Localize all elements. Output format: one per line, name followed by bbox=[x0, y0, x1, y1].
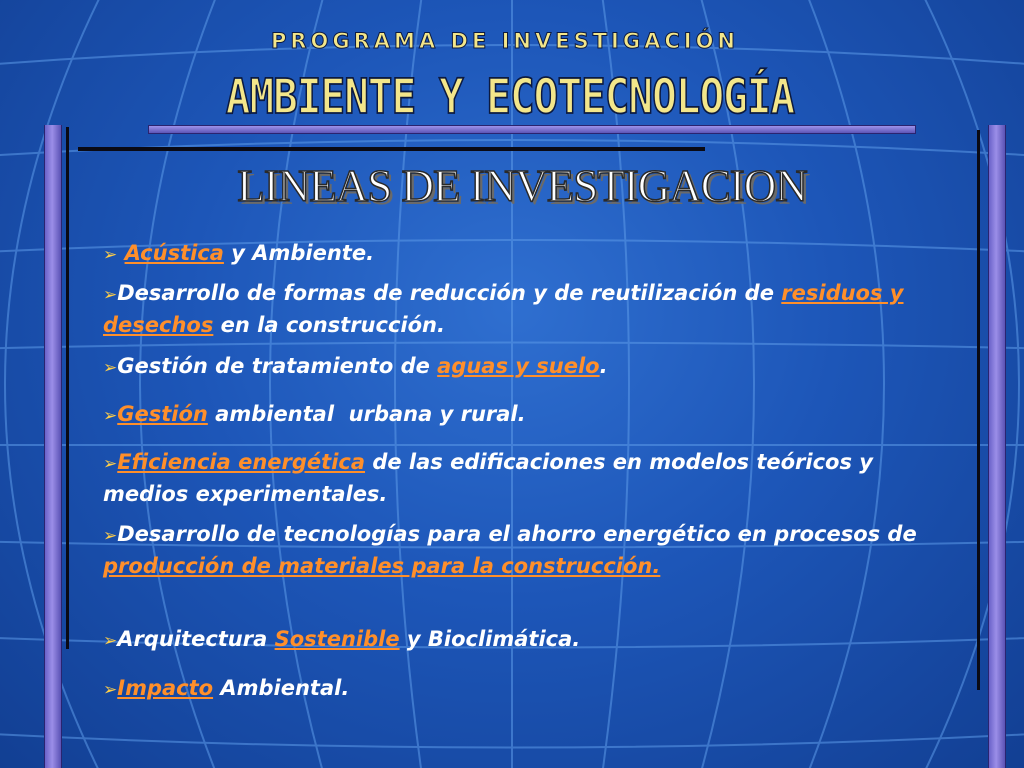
arrow-bullet-icon: ➢ bbox=[103, 526, 118, 546]
item-text: Desarrollo de tecnologías para el ahorro energético en procesos de bbox=[117, 522, 917, 546]
arrow-bullet-icon: ➢ bbox=[103, 406, 118, 426]
link-produccion[interactable]: producción de materiales para la construcción. bbox=[103, 554, 661, 578]
arrow-bullet-icon: ➢ bbox=[103, 680, 118, 700]
list-item-aguas bbox=[103, 351, 953, 383]
item-text: en la construcción. bbox=[213, 313, 445, 337]
item-text: Gestión de tratamiento de bbox=[117, 354, 438, 378]
list-item-acustica bbox=[103, 238, 953, 270]
left-pillar bbox=[44, 125, 62, 768]
list-item-eficiencia bbox=[103, 447, 953, 509]
item-text: y Bioclimática. bbox=[399, 627, 581, 651]
link-gestion[interactable]: Gestión bbox=[117, 402, 208, 426]
link-residuos[interactable]: residuos y desechos bbox=[103, 281, 904, 337]
list-item-residuos bbox=[103, 278, 953, 340]
right-pillar bbox=[988, 125, 1006, 768]
item-text: ambiental urbana y rural. bbox=[207, 402, 526, 426]
item-text: de las edificaciones en modelos teóricos y medios experimentales. bbox=[103, 450, 873, 506]
section-title: LINEAS DE INVESTIGACION bbox=[237, 161, 807, 211]
arrow-bullet-icon: ➢ bbox=[103, 245, 118, 265]
item-text: Desarrollo de formas de reducción y de reutilización de bbox=[117, 281, 782, 305]
program-heading: PROGRAMA DE INVESTIGACIÓN bbox=[270, 29, 739, 53]
item-text: . bbox=[599, 354, 608, 378]
arrow-bullet-icon: ➢ bbox=[103, 358, 118, 378]
link-aguas-suelo[interactable]: aguas y suelo bbox=[437, 354, 600, 378]
arrow-bullet-icon: ➢ bbox=[103, 454, 118, 474]
main-title: AMBIENTE Y ECOTECNOLOGÍA bbox=[225, 68, 795, 125]
right-black-line bbox=[977, 130, 980, 690]
item-text: Ambiental. bbox=[213, 676, 350, 700]
section-divider bbox=[78, 147, 705, 151]
list-item-impacto bbox=[103, 673, 953, 705]
link-acustica[interactable]: Acústica bbox=[124, 241, 224, 265]
list-item-tecnologias bbox=[103, 519, 953, 581]
title-underline-bar bbox=[148, 125, 916, 134]
link-eficiencia[interactable]: Eficiencia energética bbox=[117, 450, 366, 474]
arrow-bullet-icon: ➢ bbox=[103, 285, 118, 305]
arrow-bullet-icon: ➢ bbox=[103, 631, 118, 651]
item-text: Arquitectura bbox=[117, 627, 275, 651]
list-item-arquitectura bbox=[103, 624, 953, 656]
list-item-gestion bbox=[103, 399, 953, 431]
item-text: y Ambiente. bbox=[223, 241, 375, 265]
link-impacto[interactable]: Impacto bbox=[117, 676, 214, 700]
link-sostenible[interactable]: Sostenible bbox=[274, 627, 400, 651]
